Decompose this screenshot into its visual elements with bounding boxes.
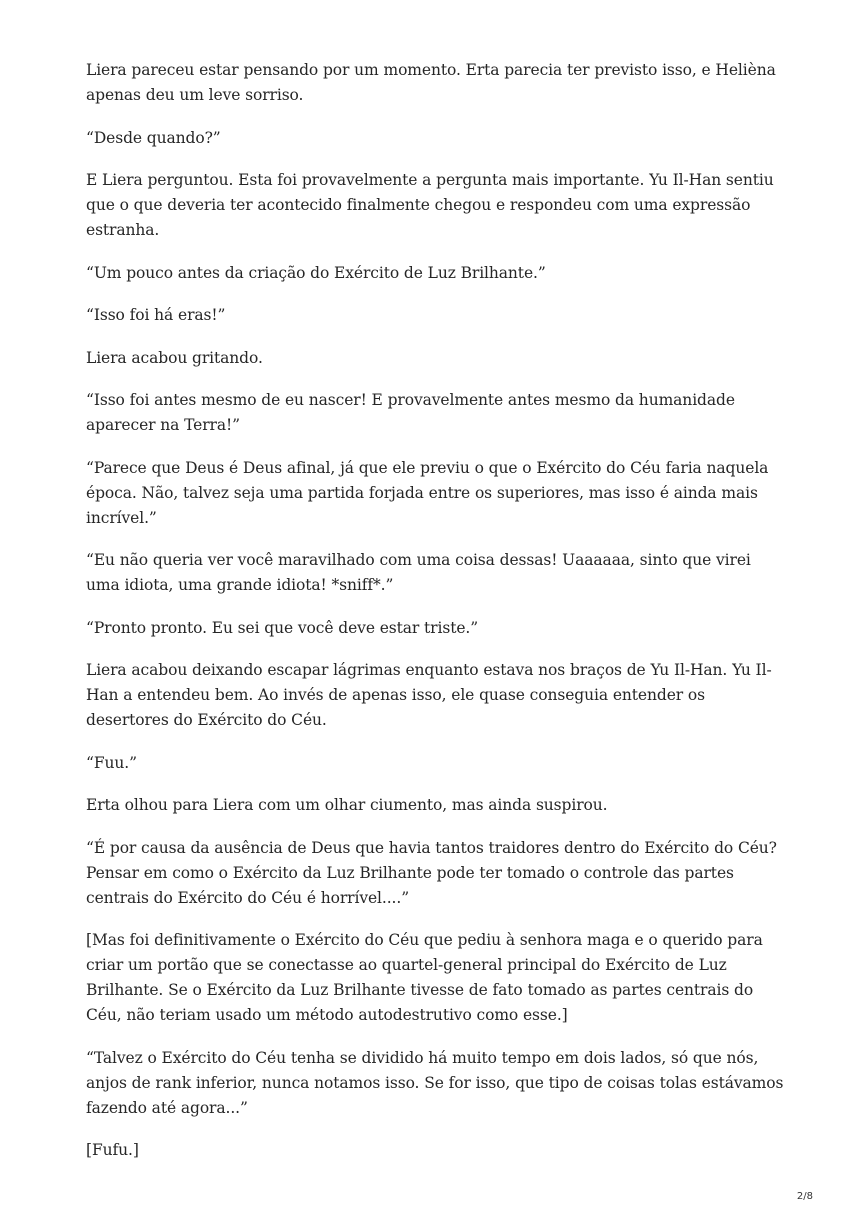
paragraph: “Fuu.”: [86, 753, 137, 772]
page-number: 2/8: [796, 1191, 813, 1202]
paragraph: “Eu não queria ver você maravilhado com uma coisa dessas! Uaaaaaa, sinto que virei uma idiota, uma grande idiota! *sniff*.”: [86, 551, 751, 594]
paragraph: “Desde quando?”: [86, 128, 221, 147]
paragraph: Erta olhou para Liera com um olhar ciumento, mas ainda suspirou.: [86, 796, 608, 814]
paragraph: “É por causa da ausência de Deus que havia tantos traidores dentro do Exército do Céu? Pensar em como o Exército da Luz Brilhante pode ter tomado o controle das partes centrais do Exército do Céu é horrível....”: [86, 838, 777, 907]
paragraph: “Isso foi há eras!”: [86, 306, 226, 324]
paragraph: Liera acabou gritando.: [86, 348, 263, 367]
paragraph: “Isso foi antes mesmo de eu nascer! E provavelmente antes mesmo da humanidade aparecer na Terra!”: [86, 391, 735, 434]
paragraph: [Mas foi definitivamente o Exército do Céu que pediu à senhora maga e o querido para criar um portão que se conectasse ao quartel-general principal do Exército de Luz Brilhante. Se o Exército da Luz Brilhante tivesse de fato tomado as partes centrais do Céu, não teriam usado um método autodestrutivo como esse.]: [86, 931, 763, 1024]
paragraph: “Um pouco antes da criação do Exército de Luz Brilhante.”: [86, 263, 546, 282]
paragraph: E Liera perguntou. Esta foi provavelmente a pergunta mais importante. Yu Il-Han sentiu que o que deveria ter acontecido finalmente chegou e respondeu com uma expressão estranha.: [86, 171, 774, 239]
paragraph: “Pronto pronto. Eu sei que você deve estar triste.”: [86, 618, 479, 637]
paragraph: Liera acabou deixando escapar lágrimas enquanto estava nos braços de Yu Il-Han. Yu Il-Han a entendeu bem. Ao invés de apenas isso, ele quase conseguia entender os desertores do Exército do Céu.: [86, 661, 772, 729]
paragraph: “Talvez o Exército do Céu tenha se dividido há muito tempo em dois lados, só que nós, anjos de rank inferior, nunca notamos isso. Se for isso, que tipo de coisas tolas estávamos fazendo até agora...”: [86, 1048, 784, 1117]
paragraph: [Fufu.]: [86, 1141, 139, 1159]
paragraph: Liera pareceu estar pensando por um momento. Erta parecia ter previsto isso, e Helièna apenas deu um leve sorriso.: [86, 61, 776, 104]
document-body: [86, 58, 788, 1181]
paragraph: “Parece que Deus é Deus afinal, já que ele previu o que o Exército do Céu faria naquela época. Não, talvez seja uma partida forjada entre os superiores, mas isso é ainda mais incrível.”: [86, 458, 769, 527]
